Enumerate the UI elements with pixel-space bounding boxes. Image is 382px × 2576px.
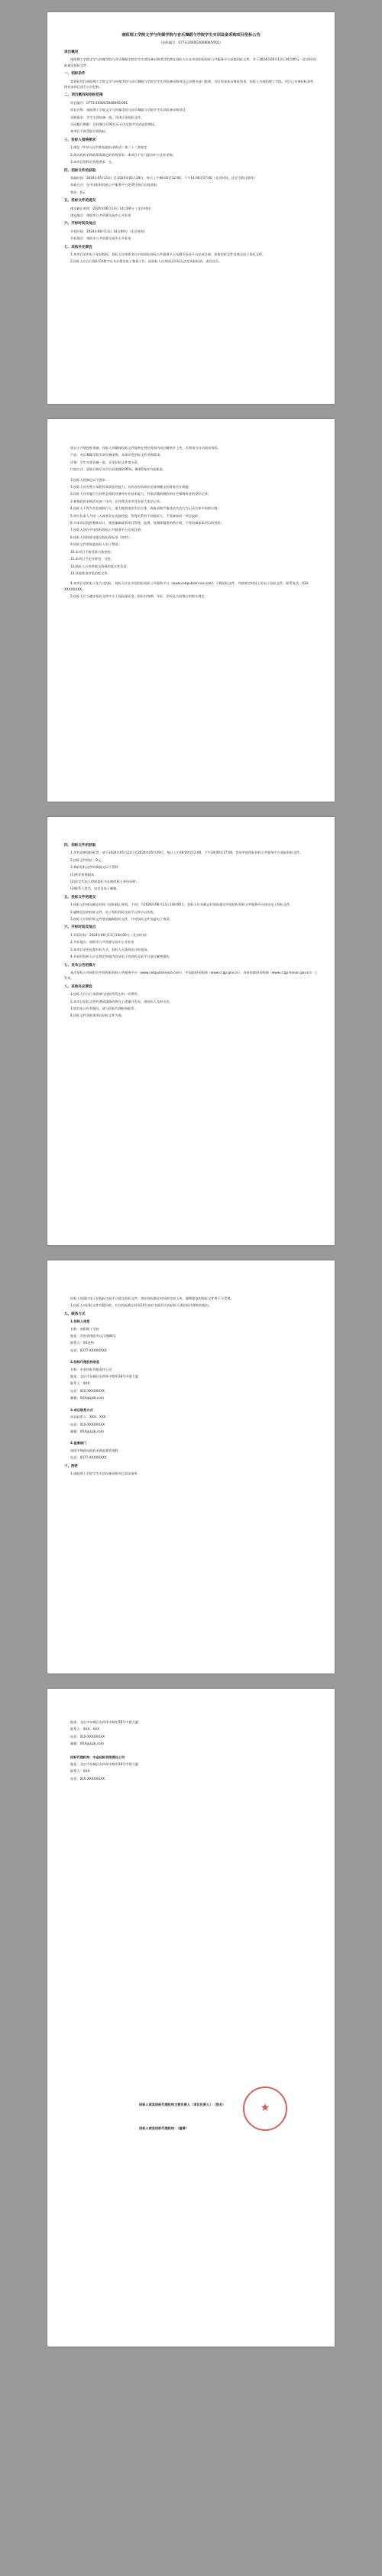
contact-line: 电话：0377-XXXXXXXX	[70, 1348, 107, 1352]
subheading: 2.招标代理机构信息	[70, 1360, 100, 1364]
section-heading: 六、开标时间及地点	[64, 222, 96, 226]
paragraph: 2.招标文件售价：0元。	[70, 857, 105, 862]
paragraph: 3.本项目的特定资格要求：无。	[70, 160, 115, 164]
paragraph: 本招标项目南阳理工学院文学与传媒学院与音乐舞蹈与学院学生实训设备采购项目已由相关部门批准，项目资金来自财政资金，招标人为南阳理工学院。项目已具备招标条件，现对该项目进行公开招标。	[64, 79, 317, 89]
section-heading: 四、招标文件的获取	[64, 844, 96, 847]
page-2	[47, 419, 335, 802]
signature-line: 招标人或其招标代理机构主要负责人（项目负责人）：（签名）	[139, 2103, 226, 2106]
paragraph: 1.本项目采用电子化招投标，投标人应按要求在中国招标投标公共服务平台及相关交易平台完成注册、获取招标文件及递交电子投标文件。	[70, 252, 266, 256]
paragraph: 1.投标人应自行承担参与投标所发生的一切费用。	[70, 992, 141, 997]
list-item: 2.投标人具有履行合同所必需的设备和专业技术能力，有依法缴纳税收和社会保障资金的良好记录；	[70, 492, 212, 496]
contact-line: 电话：010-XXXXXXXX	[70, 1388, 105, 1393]
paragraph: 3.本项目采用远程开标方式，投标人无需到达开标现场。	[70, 947, 151, 951]
contact-line: 地址：北京市东城区东四环中路甲28号中建大厦	[70, 1762, 139, 1767]
paragraph: 投标人须通过电子招投标交易平台提交投标文件，请在投标截止时间前完成上传，逾期提交的投标文件将不予受理。	[70, 1296, 234, 1300]
contact-line: 邮箱：XXX@zjzb.com	[70, 1396, 104, 1400]
list-item: 7.投标人须在中国招标投标公共服务平台完成注册；	[70, 528, 144, 532]
paragraph: 采购需求：学生实训设备一批，具体详见招标文件。	[70, 115, 144, 119]
contact-line: 地址：河南省南阳市长江路80号	[70, 1334, 116, 1338]
paragraph: 1.投标文件递交截止时间（投标截止时间，下同）为2024年06月13日14时00分，投标人应在截止时间前通过中国招标投标公共服务平台递交电子投标文件。	[70, 903, 293, 907]
list-item: 8.投标人须按要求提交投标保证金（如有）；	[70, 535, 133, 539]
contact-line: 电话：0377-XXXXXXXX	[70, 1456, 107, 1460]
paragraph: 2.开标地点：南阳市公共资源交易中心开标室	[70, 940, 134, 945]
paragraph: 产品：音乐舞蹈学院实训设备采购，具体详见招标文件采购需求。	[70, 453, 163, 457]
paragraph: 2.投标人应自行做好CA数字证书办理及电子签章工作，因投标人自身原因导致无法完成投标的，责任自负。	[70, 259, 222, 264]
section-heading: 八、其他补充事宜	[64, 984, 92, 989]
section-heading: 七、其他补充事宜	[64, 245, 92, 249]
document-subtitle: （招标编号：0773-2440G3008065/001）	[159, 41, 223, 44]
paragraph: 递交地点：南阳市公共资源交易中心开标室	[70, 213, 131, 217]
list-item: 12.投标人应对所提交资料的真实性负责；	[70, 564, 130, 568]
paragraph: 1.凡有意参加投标者，请于2024年05月22日至2024年05月29日，每日上午08:00至12:00，下午14:00至17:00，登录中国招标投标公共服务平台获取招标文件。	[70, 851, 303, 855]
list-item: 13.其他要求详见招标文件。	[70, 571, 111, 575]
paragraph: 详情：学生实训设备一批，详见招标文件第五章。	[70, 460, 141, 464]
paragraph: 4.开标时投标人应在规定时间内登录电子招投标交易平台进行解密操作。	[70, 955, 173, 959]
subheading: 招标代理机构：中金招标有限责任公司	[70, 1755, 125, 1759]
section-heading: 项目概况	[64, 50, 79, 54]
section-heading: 九、联系方式	[64, 1312, 86, 1316]
subheading: 3.项目联系方式	[70, 1407, 93, 1412]
page-1	[47, 12, 335, 404]
list-item: 4.投标人不得为失信被执行人、重大税收违法失信主体、政府采购严重违法失信行为记录名单中的供应商；	[70, 506, 221, 511]
contact-line: 名称：南阳理工学院	[70, 1326, 99, 1331]
contact-line: 联系人：XXX	[70, 1769, 90, 1774]
section-heading: 四、招标文件的获取	[64, 168, 96, 173]
contact-line: 邮箱：XXX@zjzb.com	[70, 1429, 104, 1433]
paragraph: 1.满足《中华人民共和国政府采购法》第二十二条规定；	[70, 145, 151, 150]
list-item: 9.投标文件须加盖投标人电子签章；	[70, 542, 121, 547]
paragraph: 3.投标人须满足以下要求：	[70, 477, 109, 482]
contact-line: 项目联系人：XXX、XXX	[70, 1415, 106, 1420]
page-3	[47, 817, 335, 1245]
paragraph: 开标地点：南阳市公共资源交易中心开标室	[70, 236, 131, 241]
subheading: 1.招标人信息	[70, 1319, 90, 1324]
contact-line: 电话：010-XXXXXXXX	[70, 1776, 105, 1781]
section-heading: 六、开标时间及地点	[64, 925, 96, 930]
paragraph: 1.南阳理工学院学生实训设备采购项目需求清单	[70, 1471, 138, 1475]
page-4	[47, 1260, 335, 1673]
section-heading: 十、附件	[64, 1464, 79, 1469]
contact-line: 联系人：XXX	[70, 1381, 90, 1386]
list-item: (1)营业执照副本；	[70, 872, 98, 877]
list-item: (3)联系人姓名、电话及电子邮箱。	[70, 886, 120, 891]
section-heading: 二、项目概况和招标范围	[64, 93, 103, 98]
paragraph: 3.如对本公告有疑问，请与招标代理机构联系。	[70, 1006, 138, 1010]
signature-block	[139, 2102, 322, 2133]
paragraph: 开标时间：2024年06月13日 14点00分（北京时间）	[70, 229, 147, 233]
paragraph: 获取方式：在中国招标投标公共服务平台免费注册后在线获取。	[70, 183, 160, 187]
paragraph: 4.招标文件其他事项以招标文件为准。	[70, 1013, 125, 1018]
paragraph: 1.投标人对招标文件有疑问的，应在投标截止时间10日前以书面形式向招标人或招标代理机构提出。	[70, 1303, 212, 1308]
list-item: 5.单位负责人为同一人或者存在直接控股、管理关系的不同投标人，不得参加同一项目投标；	[70, 513, 202, 518]
paragraph: 2.逾期送达的投标文件，电子招标投标交易平台将予以拒收。	[70, 909, 157, 914]
paragraph: 5.投标人应当遵守招标文件中关于投标保证金、投标有效期、开标、评标及合同签订的相关规定。	[70, 594, 208, 599]
official-seal-icon	[243, 2086, 287, 2131]
paragraph: 1.开标时间：2024年06月13日14时00分（北京时间）	[70, 932, 149, 937]
paragraph: 3.获取招标文件时需提交以下资料：	[70, 865, 121, 870]
contact-line: 南阳市财政局政府采购监督管理科	[70, 1448, 118, 1452]
contact-line: 联系人：XXX、XXX	[70, 1727, 100, 1732]
paragraph: 4.本项目采用电子化方式投标，投标人应在中国招标投标公共服务平台（www.cebpubservice.com）下载招标文件，并按规定时间上传电子投标文件，联系电话：010-XXXXXXXX。	[64, 581, 309, 591]
signature-line: 招标人或其招标代理机构：（盖章）	[139, 2126, 189, 2131]
paragraph: 项目编号：0773-2440G3008065/001	[70, 100, 128, 105]
section-heading: 一、招标条件	[64, 72, 86, 76]
contact-line: 邮箱：XXX@zjzb.com	[70, 1742, 104, 1746]
section-heading: 五、投标文件的递交	[64, 199, 96, 203]
paragraph: 获取时间：2024年05月22日 至 2024年05月29日，每天上午08:00至12:00，下午14:00至17:00（北京时间，法定节假日除外）	[70, 175, 257, 180]
paragraph: 付款方式：验收合格后支付合同金额的95%，剩余5%作为质保金。	[70, 467, 166, 472]
contact-line: 地址：北京市东城区东四环中路甲28号中建大厦	[70, 1374, 139, 1379]
paragraph: 本项目不接受联合体投标。	[70, 129, 109, 134]
paragraph: 2.本项目招标文件的澄清或修改将在上述媒介发布，请投标人及时关注。	[70, 999, 173, 1003]
contact-line: 名称：中金招标有限责任公司	[70, 1367, 112, 1371]
section-heading: 五、投标文件的递交	[64, 895, 96, 899]
contact-line: 地址：北京市东城区东四环中路甲28号中建大厦	[70, 1720, 139, 1724]
paragraph: 3.投标人应按招标文件要求编制投标文件，并对投标文件加盖电子签章。	[70, 917, 173, 922]
paragraph: 2.落实政府采购政策需满足的资格要求：本项目不专门面向中小企业采购；	[70, 152, 176, 157]
contact-line: 联系人：XX老师	[70, 1341, 94, 1345]
paragraph: 项目名称：南阳理工学院文学与传媒学院与音乐舞蹈与学院学生实训设备采购项目	[70, 108, 186, 112]
subheading: 4.监督部门	[70, 1441, 87, 1446]
list-item: 10.本项目不接受联合体投标；	[70, 549, 114, 554]
paragraph: 售价：0元	[70, 190, 86, 194]
page-5	[47, 1689, 335, 2347]
contact-line: 电话：010-XXXXXXXX	[70, 1422, 105, 1426]
paragraph: 递交截止时间：2024年06月13日 14点00分（北京时间）	[70, 206, 154, 210]
paragraph: 请自主开展投标准备，投标人须确保投标文件能够在规定时间内成功解密并上传，否则视为自动放弃投标。	[70, 446, 221, 450]
list-item: 11.本项目不允许转包、分包；	[70, 557, 114, 561]
contact-line: 电话：010-XXXXXXXX	[70, 1734, 105, 1738]
section-heading: 三、投标人资格要求	[64, 138, 96, 142]
list-item: 1.投标人具有独立承担民事责任的能力，具有良好的商业信誉和健全的财务会计制度；	[70, 485, 192, 490]
list-item: 6.为本项目提供整体设计、规范编制或者项目管理、监理、检测等服务的供应商，不得再参加本项目的投标；	[70, 521, 224, 525]
star-icon: ★	[260, 2102, 270, 2115]
list-item: (2)法定代表人授权委托书及被授权人身份证明；	[70, 880, 139, 884]
document-title: 南阳理工学院文学与传媒学院与音乐舞蹈与学院学生实训设备采购项目招标公告	[121, 33, 261, 37]
list-item: 3.参加政府采购活动前三年内，在经营活动中没有重大违法记录；	[70, 499, 163, 503]
section-heading: 七、发布公告的媒介	[64, 963, 96, 968]
paragraph: 合同履行期限：合同签订后90日历天内交货并完成安装调试。	[70, 122, 158, 127]
paragraph: 本次招标公告同时在中国招标投标公共服务平台（www.cebpubservice.com）、中国政府采购网（www.ccgp.gov.cn）、河南省政府采购网（www.ccgp-henan.gov.cn）上发布。	[64, 970, 318, 981]
paragraph: 南阳理工学院文学与传媒学院与音乐舞蹈学院学生实训设备采购项目的潜在投标人应在中国招标投标公共服务平台获取招标文件，并于2024年06月13日14点00分（北京时间）前递交投标文件。	[64, 57, 318, 67]
